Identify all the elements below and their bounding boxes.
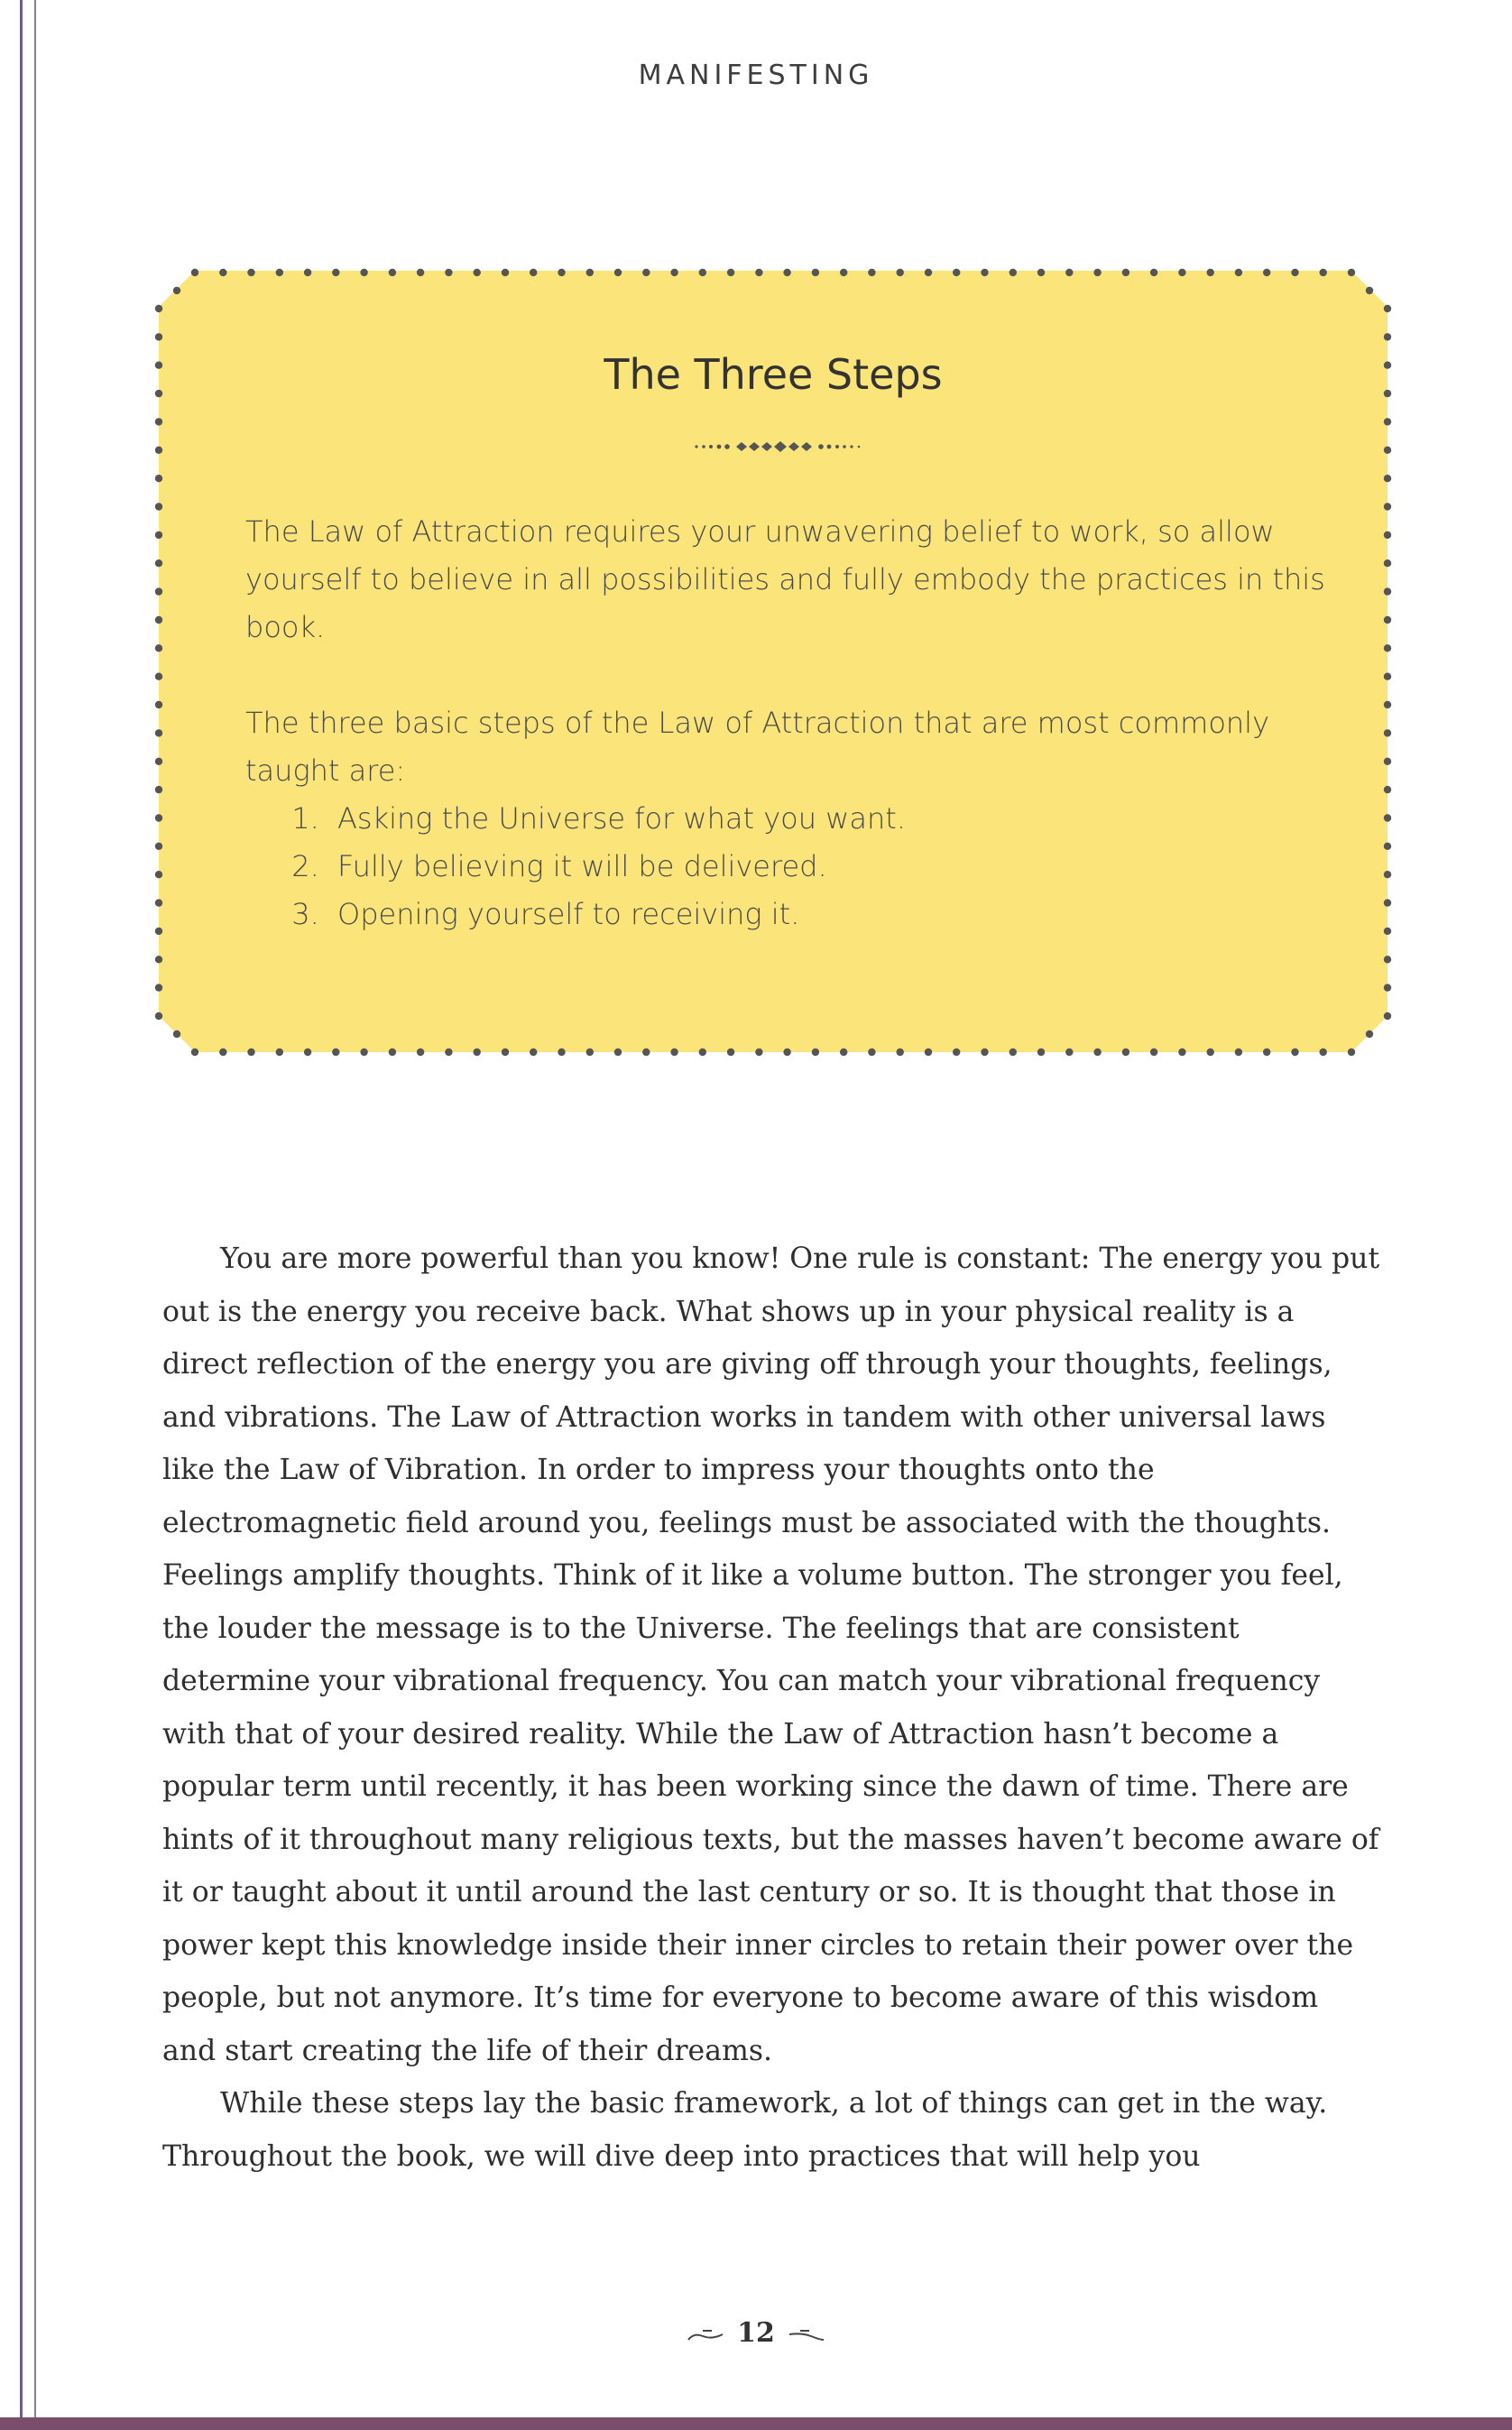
page-edge-line — [20, 0, 23, 2430]
page-number: 12 — [737, 2317, 775, 2349]
body-text — [162, 1233, 1380, 2183]
title-ornament — [693, 440, 864, 453]
steps-list — [245, 795, 1328, 938]
list-item: 1. Asking the Universe for what you want. — [328, 795, 1328, 843]
sidebar-paragraph-intro: The three basic steps of the Law of Attraction that are most commonly taught are: — [245, 706, 1269, 788]
sidebar-title: The Three Steps — [604, 350, 943, 399]
body-paragraph: While these steps lay the basic framework, a lot of things can get in the way. Throughout the book, we will dive deep into practices that will help you — [162, 2087, 1328, 2173]
body-paragraph: You are more powerful than you know! One rule is constant: The energy you put out is the energy you receive back. What shows up in your physical reality is a direct reflection of the energy you are giving off through your thoughts, feelings, and vibrations. The Law of Attraction works in tandem with other universal laws like the Law of Vibration. In order to impress your thoughts onto the electromagnetic field around you, feelings must be associated with the thoughts. Feelings amplify thoughts. Think of it like a volume button. The stronger you feel, the louder the message is to the Universe. The feelings that are consistent determine your vibrational frequency. You can match your vibrational frequency with that of your desired reality. While the Law of Attraction hasn’t become a popular term until recently, it has been working since the dawn of time. There are hints of it throughout many religious texts, but the masses haven’t become aware of it or taught about it until around the last century or so. It is thought that those in power kept this knowledge inside their inner circles to retain their power over the people, but not anymore. It’s time for everyone to become aware of this wisdom and start creating the life of their dreams. — [162, 1243, 1380, 2067]
right-flourish-icon — [784, 2324, 825, 2345]
page-edge-line-inner — [34, 0, 36, 2430]
page-footer — [0, 2317, 1512, 2349]
left-flourish-icon — [687, 2324, 728, 2345]
sidebar-paragraph: The Law of Attraction requires your unwavering belief to work, so allow yourself to believe in all possibilities and fully embody the practices in this book. — [245, 514, 1325, 644]
list-item: 3. Opening yourself to receiving it. — [328, 891, 1328, 938]
list-item: 2. Fully believing it will be delivered. — [328, 843, 1328, 891]
sidebar-content — [245, 508, 1328, 938]
page-bottom-edge — [0, 2417, 1512, 2430]
running-head: MANIFESTING — [638, 60, 874, 91]
